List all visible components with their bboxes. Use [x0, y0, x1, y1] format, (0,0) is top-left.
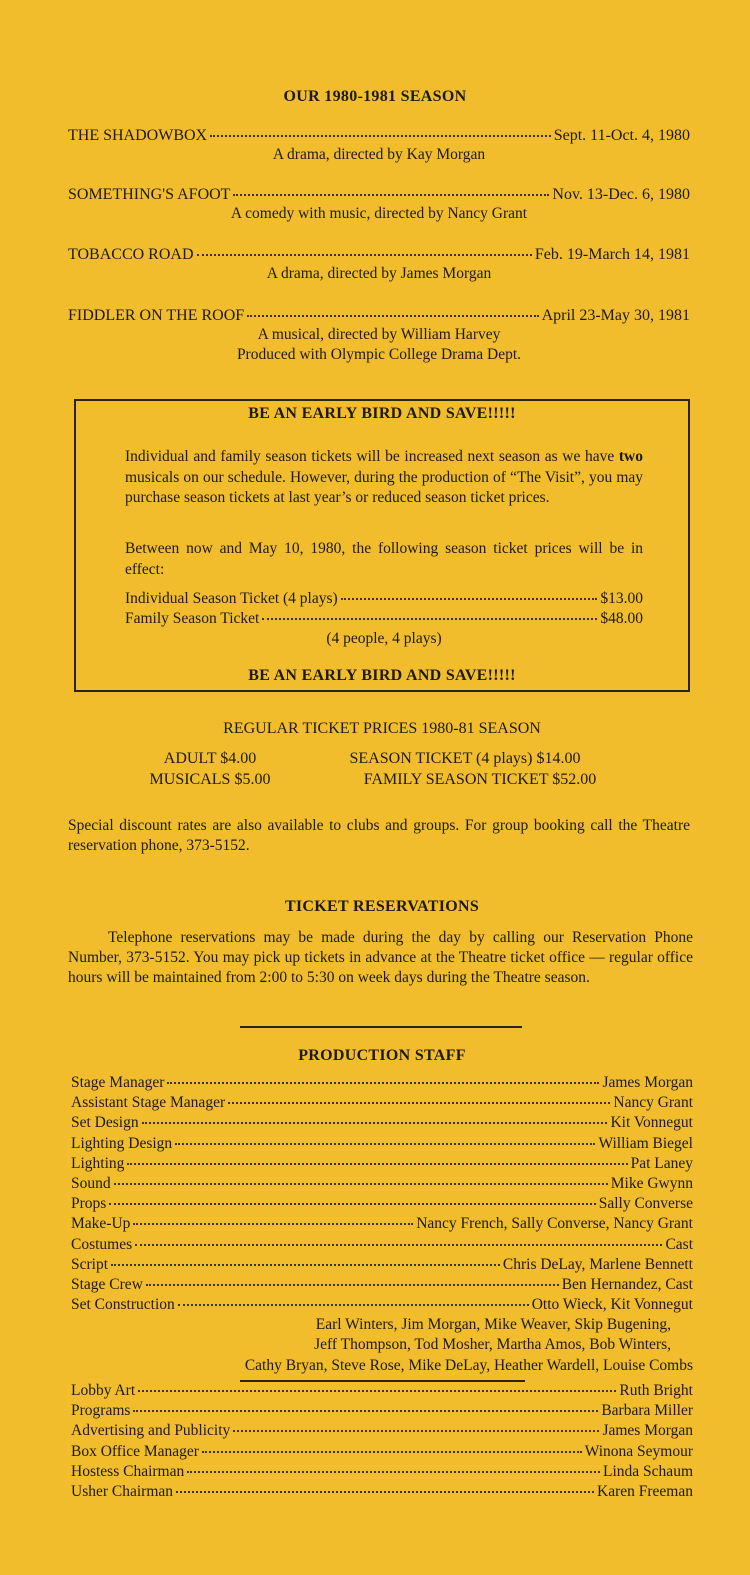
staff-row: Stage Crew Ben Hernandez, Cast [71, 1275, 693, 1293]
early-bird-paragraph: Individual and family season tickets will be increased next season as we have two musicals on our schedule. However, during the production of “The Visit”, you may purchase season tickets at last year’s or reduced season ticket prices. [125, 448, 643, 506]
staff-heading: PRODUCTION STAFF [298, 1047, 466, 1064]
early-bird-footer: BE AN EARLY BIRD AND SAVE!!!!! [248, 667, 516, 684]
staff-row: Sound Mike Gwynn [71, 1174, 693, 1192]
staff-row: Lighting Pat Laney [71, 1154, 693, 1172]
reservations-text: Telephone reservations may be made during the day by calling our Reservation Phone Number, 373-5152. You may pick up tickets in advance at the Theatre ticket office — regular office hours will be maintained from 2:00 to 5:30 on week days during the Theatre season. [68, 929, 693, 986]
play-description: A musical, directed by William Harvey [257, 326, 501, 343]
early-bird-heading: BE AN EARLY BIRD AND SAVE!!!!! [248, 405, 516, 422]
play-title: THE SHADOWBOX [68, 127, 208, 144]
family-note: (4 people, 4 plays) [326, 630, 442, 647]
staff-row: Box Office Manager Winona Seymour [71, 1442, 693, 1460]
early-bird-validity: Between now and May 10, 1980, the following season ticket prices will be in effect: [125, 540, 643, 578]
play-description: A comedy with music, directed by Nancy Grant [230, 205, 528, 222]
play-title: SOMETHING'S AFOOT [68, 186, 231, 203]
construction-crew: Earl Winters, Jim Morgan, Mike Weaver, Skip Bugening, Jeff Thompson, Tod Mosher, Martha Amos, Bob Winters, Cathy Bryan, Steve Rose, Mike DeLay, Heather Wardell, Louise Combs [244, 1316, 693, 1374]
play-entry [68, 127, 690, 165]
staff-row: Costumes Cast [71, 1235, 693, 1253]
play-title: TOBACCO ROAD [68, 246, 194, 263]
family-ticket-price: FAMILY SEASON TICKET $52.00 [363, 771, 597, 788]
price-row: Individual Season Ticket (4 plays) $13.00 [125, 590, 643, 607]
regular-prices-heading: REGULAR TICKET PRICES 1980-81 SEASON [223, 720, 541, 737]
staff-row: Stage Manager James Morgan [71, 1074, 693, 1091]
early-bird-prices [125, 589, 643, 649]
season-heading: OUR 1980-1981 SEASON [283, 88, 467, 105]
staff-list [71, 1073, 693, 1376]
musicals-price: MUSICALS $5.00 [149, 771, 271, 788]
play-dates: Sept. 11-Oct. 4, 1980 [553, 127, 690, 144]
play-title: FIDDLER ON THE ROOF [68, 307, 245, 324]
discount-text: Special discount rates are also available to clubs and groups. For group booking call the Theatre reservation phone, 373-5152. [68, 817, 690, 854]
play-description: A drama, directed by Kay Morgan [272, 146, 486, 163]
divider [240, 1026, 522, 1028]
play-dates: April 23-May 30, 1981 [541, 307, 690, 324]
staff-row: Assistant Stage Manager Nancy Grant [71, 1094, 693, 1112]
play-entry [68, 186, 690, 224]
staff-row: Advertising and Publicity James Morgan [71, 1422, 693, 1440]
staff-list-secondary [71, 1381, 693, 1502]
reservations-heading: TICKET RESERVATIONS [284, 898, 480, 915]
staff-row: Lighting Design William Biegel [71, 1134, 693, 1152]
early-bird-box [74, 399, 690, 692]
leader-dots [247, 315, 538, 317]
adult-price: ADULT $4.00 [163, 750, 257, 767]
play-dates: Feb. 19-March 14, 1981 [534, 246, 690, 263]
price-row: Family Season Ticket $48.00 [125, 610, 643, 627]
staff-row: Make-Up Nancy French, Sally Converse, Nancy Grant [71, 1215, 693, 1233]
staff-row: Hostess Chairman Linda Schaum [71, 1462, 693, 1480]
staff-row: Script Chris DeLay, Marlene Bennett [71, 1255, 693, 1273]
play-entry [68, 307, 690, 365]
staff-row: Props Sally Converse [71, 1195, 693, 1213]
staff-row: Set Construction Otto Wieck, Kit Vonnegut [71, 1296, 693, 1314]
staff-row: Lobby Art Ruth Bright [71, 1382, 693, 1399]
season-ticket-price: SEASON TICKET (4 plays) $14.00 [349, 750, 581, 767]
leader-dots [233, 194, 549, 196]
play-entry [68, 246, 690, 284]
leader-dots [210, 135, 551, 137]
staff-row: Set Design Kit Vonnegut [71, 1114, 693, 1132]
play-dates: Nov. 13-Dec. 6, 1980 [552, 186, 690, 203]
staff-row: Usher Chairman Karen Freeman [71, 1482, 693, 1500]
staff-row: Programs Barbara Miller [71, 1402, 693, 1420]
leader-dots [197, 254, 532, 256]
play-description: A drama, directed by James Morgan [266, 265, 492, 282]
play-note: Produced with Olympic College Drama Dept. [236, 346, 522, 363]
